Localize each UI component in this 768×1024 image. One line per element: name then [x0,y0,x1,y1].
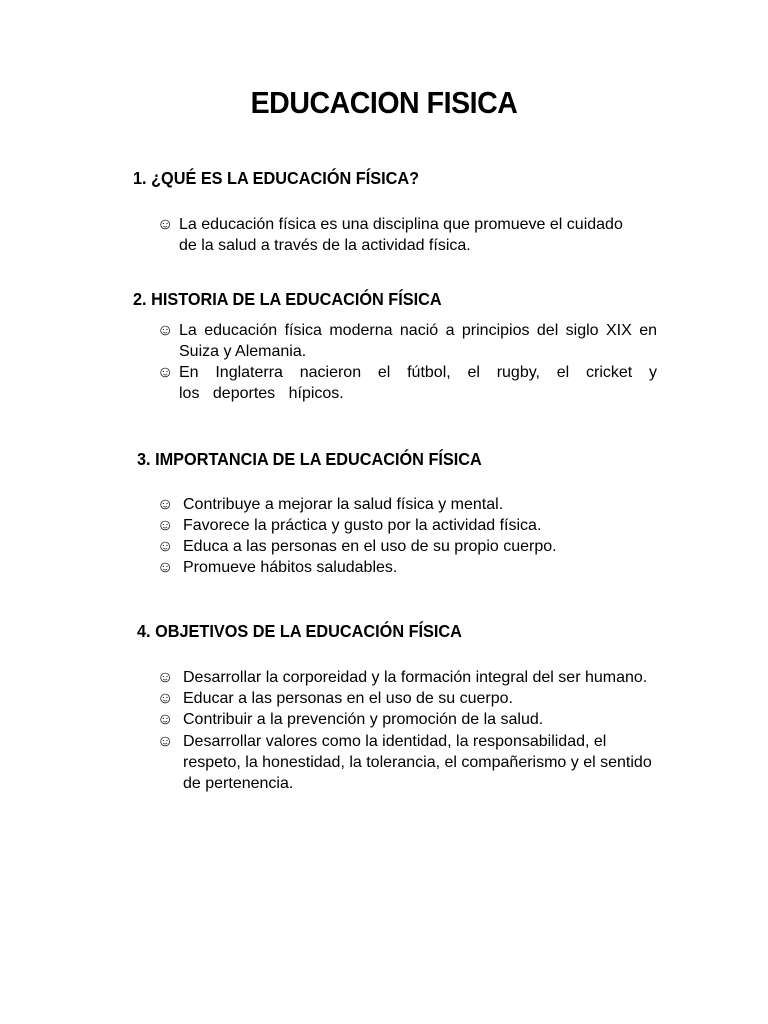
document-title: EDUCACION FISICA [250,85,518,120]
list-item [157,557,657,578]
list-item-text: La educación física moderna nació a principios del siglo XIX en Suiza y Alemania. [179,322,657,360]
smiley-bullet-icon: ☺ [157,538,174,555]
list-item-text: Contribuye a mejorar la salud física y mental. [183,496,504,513]
smiley-bullet-icon: ☺ [157,496,174,513]
list-item [157,320,657,362]
list-item-text: Favorece la práctica y gusto por la actividad física. [183,517,542,534]
list-item [157,214,637,256]
smiley-bullet-icon: ☺ [157,364,174,381]
list-item [157,494,657,515]
section-heading-2: 2. HISTORIA DE LA EDUCACIÓN FÍSICA [133,289,442,309]
list-item-text: Contribuir a la prevención y promoción de la salud. [183,711,544,728]
list-item-text: Educa a las personas en el uso de su propio cuerpo. [183,538,557,555]
list-item-text: Desarrollar la corporeidad y la formación integral del ser humano. [183,669,648,686]
list-item [157,362,657,404]
list-item [157,536,657,557]
list-item [157,515,657,536]
smiley-bullet-icon: ☺ [157,559,174,576]
smiley-bullet-icon: ☺ [157,669,174,686]
smiley-bullet-icon: ☺ [157,322,174,339]
section-heading-3: 3. IMPORTANCIA DE LA EDUCACIÓN FÍSICA [137,449,482,469]
smiley-bullet-icon: ☺ [157,733,174,750]
list-item [157,667,657,688]
list-item-text: Educar a las personas en el uso de su cuerpo. [183,690,513,707]
smiley-bullet-icon: ☺ [157,690,174,707]
section-heading-4: 4. OBJETIVOS DE LA EDUCACIÓN FÍSICA [137,621,462,641]
list-item [157,731,657,794]
list-item-text: En Inglaterra nacieron el fútbol, el rugby, el cricket y los deportes hípicos. [179,364,657,402]
section-heading-1: 1. ¿QUÉ ES LA EDUCACIÓN FÍSICA? [133,168,420,188]
smiley-bullet-icon: ☺ [157,517,174,534]
list-item [157,709,657,730]
list-item-text: La educación física es una disciplina que promueve el cuidado de la salud a través de la actividad física. [179,216,623,254]
list-item-text: Promueve hábitos saludables. [183,559,398,576]
list-item-text: Desarrollar valores como la identidad, la responsabilidad, el respeto, la honestidad, la tolerancia, el compañerismo y el sentido de pertenencia. [183,733,652,792]
smiley-bullet-icon: ☺ [157,216,174,233]
list-item [157,688,657,709]
smiley-bullet-icon: ☺ [157,711,174,728]
